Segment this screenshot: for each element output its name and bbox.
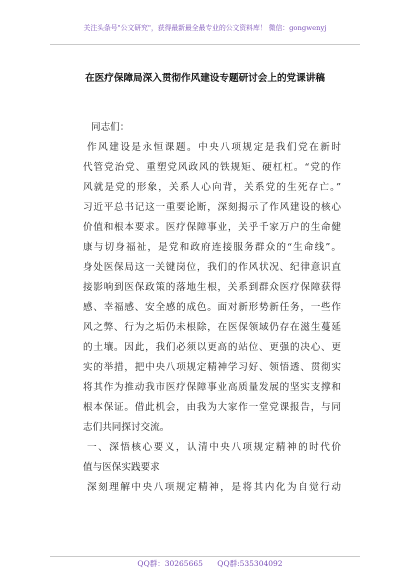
document-body xyxy=(83,118,341,498)
body-line: 身处医保局这一关键岗位，我们的作风状况、纪律意识直 xyxy=(83,262,341,273)
body-line: 作风建设是永恒课题。中央八项规定是我们党在新时 xyxy=(87,142,341,153)
footer-contacts xyxy=(100,559,320,569)
section-heading-line: 值与医保实践要求 xyxy=(83,462,160,473)
body-line: 代管党治党、重塑党风政风的铁规矩、硬杠杠。“党的作 xyxy=(83,162,341,173)
body-line: 的土壤。因此，我们必须以更高的站位、更强的决心、更 xyxy=(83,342,341,353)
salutation-line: 同志们： xyxy=(91,122,130,133)
body-line: 风就是党的形象，关系人心向背，关系党的生死存亡。” xyxy=(83,182,341,193)
body-line: 将其作为推动我市医疗保障事业高质量发展的坚实支撑和 xyxy=(83,382,341,393)
header-banner: 关注头条号"公文研究"，获得最新最全最专业的公文资料库！ 微信：gongwenyj xyxy=(83,24,327,32)
body-line: 风之弊、行为之垢仍未根除，在医保领域仍存在滋生蔓延 xyxy=(83,322,341,333)
body-line: 习近平总书记这一重要论断，深刻揭示了作风建设的核心 xyxy=(83,202,341,213)
body-line: 价值和根本要求。医疗保障事业，关乎千家万户的生命健 xyxy=(83,222,341,233)
footer-divider xyxy=(50,556,360,557)
body-line: 实的举措，把中央八项规定精神学习好、领悟透、贯彻实 xyxy=(83,362,341,373)
body-line: 接影响到医保政策的落地生根，关系到群众医疗保障获得 xyxy=(83,282,341,293)
footer-qq-group-1: QQ群：30265665 xyxy=(137,559,203,568)
section-heading-line: 一、深悟核心要义，认清中央八项规定精神的时代价 xyxy=(87,442,341,453)
body-line: 感、幸福感、安全感的成色。面对新形势新任务，一些作 xyxy=(83,302,341,313)
footer-qq-group-2: QQ群:535304092 xyxy=(217,559,283,568)
document-title: 在医疗保障局深入贯彻作风建设专题研讨会上的党课讲稿 xyxy=(85,73,325,84)
header-divider xyxy=(50,44,360,45)
body-line: 康与切身福祉，是党和政府连接服务群众的“生命线”。 xyxy=(83,242,341,253)
body-line: 深刻理解中央八项规定精神，是将其内化为自觉行动 xyxy=(87,482,341,493)
body-line: 根本保证。借此机会，由我为大家作一堂党课报告，与同 xyxy=(83,402,341,413)
body-line: 志们共同探讨交流。 xyxy=(83,422,170,433)
